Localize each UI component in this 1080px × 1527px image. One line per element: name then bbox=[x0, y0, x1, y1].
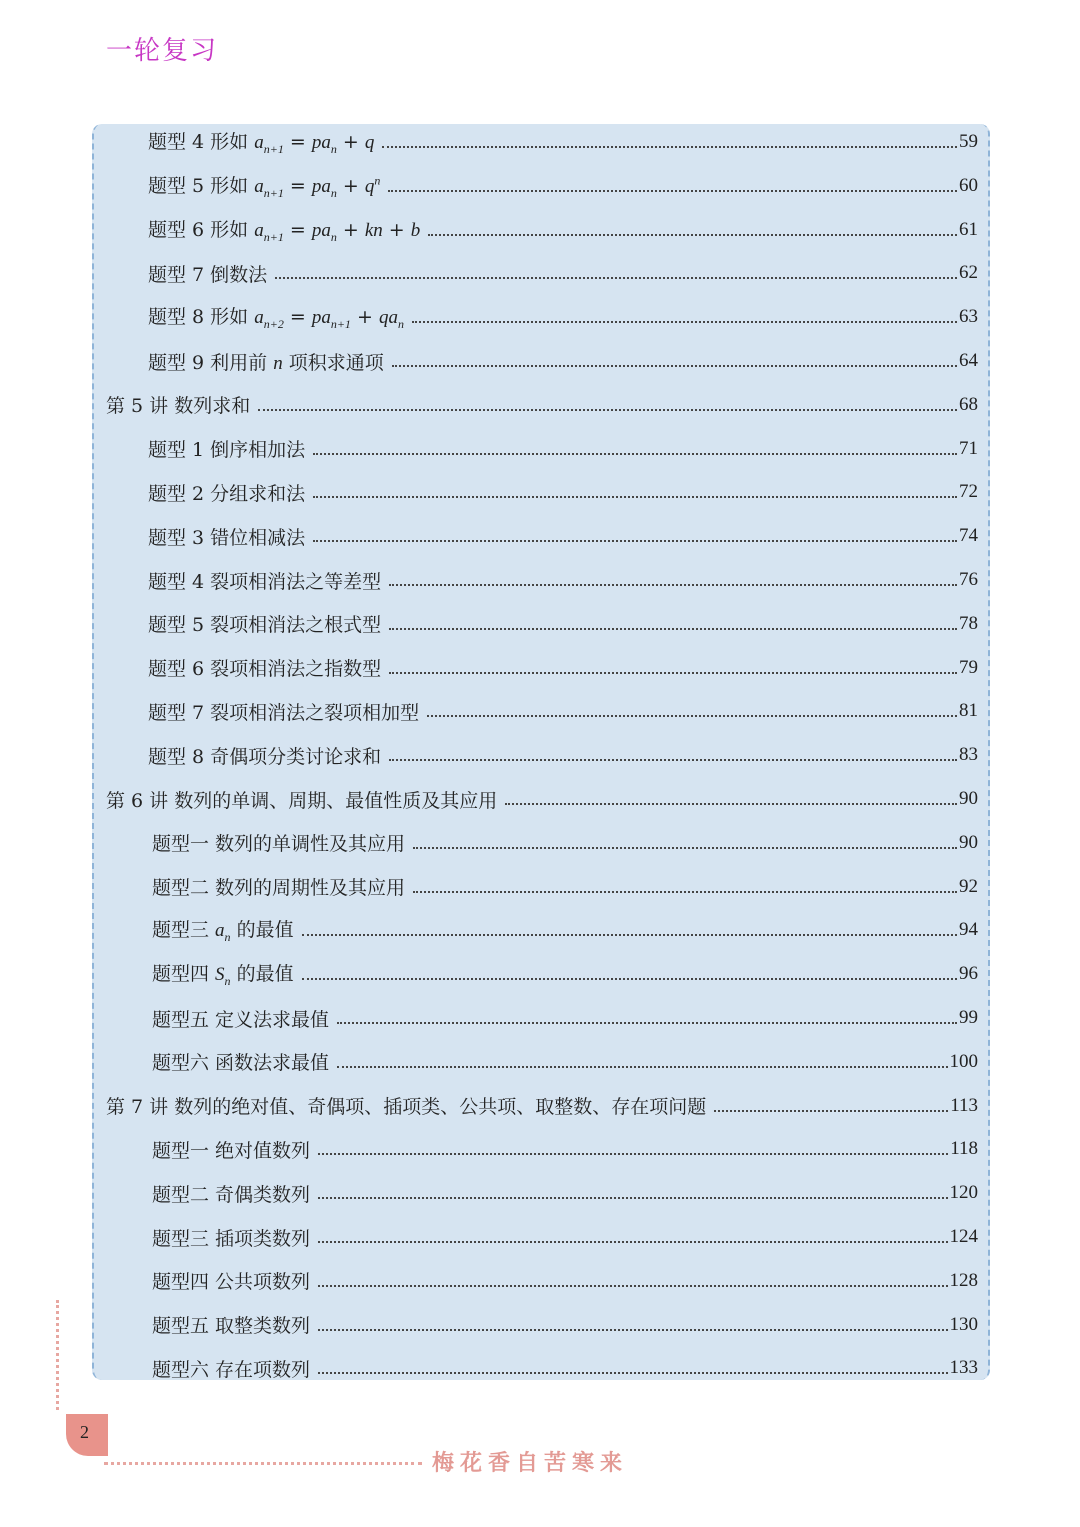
dot-leader bbox=[258, 409, 957, 411]
math-symbol bbox=[311, 175, 337, 200]
toc-page-number: 133 bbox=[949, 1357, 978, 1379]
toc-entry-title bbox=[152, 1005, 337, 1032]
math-symbol bbox=[365, 132, 375, 153]
toc-type-entry[interactable] bbox=[148, 518, 978, 554]
math-symbol bbox=[254, 132, 284, 156]
math-subscript: n bbox=[224, 974, 231, 989]
dot-leader bbox=[382, 146, 957, 148]
toc-title-text: 题型四 公共项数列 bbox=[152, 1271, 311, 1294]
math-subscript: n bbox=[330, 141, 337, 156]
toc-entry-title bbox=[152, 873, 413, 900]
dot-leader bbox=[318, 1285, 947, 1287]
toc-title-text: 题型 4 裂项相消法之等差型 bbox=[148, 570, 382, 593]
toc-title-text: 题型 6 裂项相消法之指数型 bbox=[148, 658, 382, 681]
toc-title-text: 题型 9 利用前 bbox=[148, 351, 274, 374]
toc-title-text: 的最值 bbox=[230, 963, 294, 986]
toc-title-text: 题型四 bbox=[152, 963, 216, 986]
toc-type-entry[interactable] bbox=[148, 124, 978, 160]
dot-leader bbox=[389, 628, 957, 630]
toc-lecture-entry[interactable] bbox=[106, 781, 978, 817]
toc-type-entry[interactable] bbox=[148, 562, 978, 598]
math-base: S bbox=[215, 964, 225, 986]
toc-title-text: = bbox=[283, 174, 312, 197]
math-base: kn bbox=[364, 219, 383, 241]
toc-page-number: 63 bbox=[959, 306, 978, 328]
toc-entry-title bbox=[148, 567, 389, 594]
toc-entry-title bbox=[148, 654, 389, 681]
math-symbol bbox=[311, 219, 337, 244]
dot-leader bbox=[318, 1329, 947, 1331]
toc-type-entry[interactable] bbox=[152, 1000, 978, 1036]
toc-entry-title bbox=[148, 523, 313, 550]
math-symbol bbox=[215, 964, 231, 989]
math-symbol bbox=[254, 307, 284, 332]
toc-entry-title bbox=[152, 959, 302, 989]
math-symbol bbox=[311, 307, 351, 332]
toc-entry-title bbox=[152, 829, 413, 856]
toc-type-entry[interactable] bbox=[148, 693, 978, 729]
footer-dotted-line bbox=[104, 1462, 422, 1465]
toc-entry-title bbox=[106, 786, 505, 813]
toc-type-entry[interactable] bbox=[148, 255, 978, 291]
toc-title-text: 第 5 讲 数列求和 bbox=[106, 395, 251, 418]
toc-lecture-entry[interactable] bbox=[106, 387, 978, 423]
toc-title-text: 题型 5 形如 bbox=[148, 174, 255, 197]
math-symbol bbox=[365, 220, 383, 241]
toc-page-number: 113 bbox=[950, 1094, 978, 1116]
toc-type-entry[interactable] bbox=[152, 825, 978, 861]
math-base: a bbox=[215, 920, 225, 942]
toc-entry-title bbox=[148, 479, 313, 506]
toc-title-text: 题型 2 分组求和法 bbox=[148, 482, 306, 505]
toc-entry-title bbox=[152, 1311, 318, 1338]
toc-title-text: 题型二 数列的周期性及其应用 bbox=[152, 877, 406, 900]
toc-page-number: 90 bbox=[959, 788, 978, 809]
dot-leader bbox=[389, 672, 957, 674]
toc-type-entry[interactable] bbox=[152, 1263, 978, 1299]
toc-entry-title bbox=[148, 610, 389, 637]
toc-title-text: 题型三 bbox=[152, 919, 216, 942]
toc-page-number: 128 bbox=[949, 1269, 978, 1291]
toc-page-number: 83 bbox=[959, 744, 978, 766]
toc-title-text: 题型 3 错位相减法 bbox=[148, 526, 306, 549]
toc-page-number: 94 bbox=[959, 919, 978, 941]
toc-title-text: = bbox=[283, 131, 312, 154]
dot-leader bbox=[412, 321, 957, 323]
toc-title-text: 题型一 数列的单调性及其应用 bbox=[152, 833, 406, 856]
toc-title-text: + bbox=[336, 131, 365, 154]
toc-type-entry[interactable] bbox=[148, 474, 978, 510]
toc-page-number: 76 bbox=[959, 569, 978, 590]
toc-title-text: 第 7 讲 数列的绝对值、奇偶项、插项类、公共项、取整数、存在项问题 bbox=[106, 1096, 707, 1119]
math-subscript: n bbox=[224, 930, 231, 945]
toc-entry-title bbox=[106, 1092, 714, 1119]
math-base: pa bbox=[311, 219, 331, 241]
toc-title-text: 第 6 讲 数列的单调、周期、最值性质及其应用 bbox=[106, 789, 498, 812]
dot-leader bbox=[428, 234, 957, 236]
math-base: a bbox=[254, 219, 264, 241]
toc-title-text: 题型 7 倒数法 bbox=[148, 263, 268, 286]
math-subscript: n+1 bbox=[263, 229, 284, 244]
toc-page-number: 60 bbox=[959, 174, 978, 196]
toc-type-entry[interactable] bbox=[152, 956, 978, 992]
toc-page-number: 100 bbox=[949, 1050, 978, 1072]
dot-leader bbox=[313, 496, 957, 498]
toc-title-text: 题型 4 形如 bbox=[148, 131, 255, 154]
corner-decoration bbox=[56, 1300, 71, 1410]
toc-type-entry[interactable] bbox=[152, 1219, 978, 1255]
toc-page-number: 124 bbox=[949, 1226, 978, 1247]
toc-title-text: + bbox=[382, 218, 411, 241]
toc-title-text: 题型 8 奇偶项分类讨论求和 bbox=[148, 745, 382, 768]
toc-title-text: + bbox=[350, 306, 379, 329]
math-superscript: n bbox=[374, 173, 381, 188]
toc-page-number: 130 bbox=[949, 1313, 978, 1335]
toc-title-text: 题型 7 裂项相消法之裂项相加型 bbox=[148, 701, 420, 724]
toc-page-number: 79 bbox=[959, 656, 978, 678]
toc-type-entry[interactable] bbox=[152, 1175, 978, 1211]
toc-entry-title bbox=[148, 302, 412, 332]
toc-title-text: 题型 6 形如 bbox=[148, 218, 255, 241]
math-base: a bbox=[254, 132, 264, 154]
math-symbol bbox=[254, 175, 284, 200]
toc-page-number: 99 bbox=[959, 1007, 978, 1028]
toc-type-entry[interactable] bbox=[148, 431, 978, 467]
toc-type-entry[interactable] bbox=[152, 1307, 978, 1343]
toc-page-number: 64 bbox=[959, 350, 978, 371]
dot-leader bbox=[302, 934, 957, 936]
math-symbol bbox=[378, 307, 404, 332]
toc-title-text: + bbox=[336, 174, 365, 197]
toc-entry-title bbox=[106, 391, 258, 418]
toc-page-number: 59 bbox=[959, 131, 978, 152]
footer-motto: 梅花香自苦寒来 bbox=[432, 1450, 629, 1476]
toc-page-number: 96 bbox=[959, 963, 978, 985]
dot-leader bbox=[413, 891, 957, 893]
toc-page-number: 118 bbox=[950, 1138, 978, 1160]
toc-title-text: + bbox=[336, 218, 365, 241]
toc-title-text: 题型六 函数法求最值 bbox=[152, 1052, 330, 1075]
toc-title-text: = bbox=[283, 306, 312, 329]
math-symbol bbox=[215, 920, 231, 945]
toc-type-entry[interactable] bbox=[148, 299, 978, 335]
math-subscript: n bbox=[330, 185, 337, 200]
dot-leader bbox=[313, 540, 957, 542]
toc-entry-title bbox=[148, 215, 428, 245]
toc-entry-title bbox=[152, 1355, 318, 1382]
toc-entry-title bbox=[148, 348, 392, 375]
toc-type-entry[interactable] bbox=[148, 343, 978, 379]
toc-title-text: 题型三 插项类数列 bbox=[152, 1227, 311, 1250]
math-base: qa bbox=[378, 307, 398, 329]
dot-leader bbox=[313, 453, 957, 455]
toc-type-entry[interactable] bbox=[148, 606, 978, 642]
math-symbol bbox=[311, 132, 337, 156]
toc-title-text: 题型 5 裂项相消法之根式型 bbox=[148, 614, 382, 637]
toc-page-number: 72 bbox=[959, 481, 978, 503]
dot-leader bbox=[505, 803, 957, 805]
math-subscript: n+2 bbox=[263, 317, 284, 332]
header-title: 一轮复习 bbox=[106, 36, 219, 66]
math-symbol bbox=[411, 220, 421, 241]
dot-leader bbox=[427, 715, 957, 717]
dot-leader bbox=[392, 365, 957, 367]
toc-page-number: 62 bbox=[959, 262, 978, 284]
math-symbol bbox=[254, 219, 284, 244]
dot-leader bbox=[302, 978, 957, 980]
dot-leader bbox=[337, 1022, 957, 1024]
toc-page-number: 78 bbox=[959, 612, 978, 634]
math-base: q bbox=[364, 132, 375, 154]
toc-title-text: 题型五 定义法求最值 bbox=[152, 1008, 330, 1031]
toc-type-entry[interactable] bbox=[148, 212, 978, 248]
toc-entry-title bbox=[152, 1180, 318, 1207]
dot-leader bbox=[275, 277, 957, 279]
toc-title-text: 题型 8 形如 bbox=[148, 306, 255, 329]
toc-type-entry[interactable] bbox=[148, 737, 978, 773]
dot-leader bbox=[413, 847, 957, 849]
dot-leader bbox=[318, 1372, 947, 1374]
dot-leader bbox=[714, 1110, 948, 1112]
toc-type-entry[interactable] bbox=[152, 869, 978, 905]
toc-title-text: 项积求通项 bbox=[282, 351, 384, 374]
toc-page-number: 74 bbox=[959, 525, 978, 547]
toc-title-text: 题型二 奇偶类数列 bbox=[152, 1183, 311, 1206]
math-subscript: n+1 bbox=[330, 317, 351, 332]
toc-title-text: 的最值 bbox=[230, 919, 294, 942]
toc-type-entry[interactable] bbox=[152, 1044, 978, 1080]
math-base: q bbox=[364, 175, 375, 197]
toc-entry-title bbox=[148, 171, 388, 201]
toc-entry-title bbox=[152, 915, 302, 945]
toc-entry-title bbox=[148, 698, 427, 725]
toc-title-text: 题型 1 倒序相加法 bbox=[148, 439, 306, 462]
toc-page-number: 90 bbox=[959, 831, 978, 853]
math-base: a bbox=[254, 175, 264, 197]
math-subscript: n bbox=[397, 317, 404, 332]
math-base: n bbox=[273, 352, 283, 374]
page-number: 2 bbox=[80, 1422, 89, 1442]
toc-page-number: 92 bbox=[959, 875, 978, 897]
toc-panel bbox=[92, 124, 990, 1380]
dot-leader bbox=[318, 1241, 947, 1243]
toc-page-number: 81 bbox=[959, 700, 978, 722]
toc-entry-title bbox=[152, 1048, 337, 1075]
math-base: a bbox=[254, 307, 264, 329]
math-subscript: n bbox=[330, 229, 337, 244]
toc-title-text: 题型一 绝对值数列 bbox=[152, 1139, 311, 1162]
math-symbol bbox=[273, 353, 283, 374]
dot-leader bbox=[318, 1197, 947, 1199]
dot-leader bbox=[337, 1066, 947, 1068]
math-base: pa bbox=[311, 307, 331, 329]
toc-page-number: 68 bbox=[959, 393, 978, 415]
toc-page-number: 61 bbox=[959, 218, 978, 240]
math-base: b bbox=[410, 219, 421, 241]
toc-type-entry[interactable] bbox=[152, 1131, 978, 1167]
toc-type-entry[interactable] bbox=[152, 912, 978, 948]
math-base: pa bbox=[311, 132, 331, 154]
toc-lecture-entry[interactable] bbox=[106, 1088, 978, 1124]
toc-entry-title bbox=[148, 260, 275, 287]
math-subscript: n+1 bbox=[263, 185, 284, 200]
toc-entry-title bbox=[152, 1136, 318, 1163]
toc-entry-title bbox=[152, 1267, 318, 1294]
toc-title-text: 题型五 取整类数列 bbox=[152, 1315, 311, 1338]
dot-leader bbox=[389, 584, 957, 586]
toc-entry-title bbox=[148, 435, 313, 462]
toc-title-text: 题型六 存在项数列 bbox=[152, 1358, 311, 1381]
dot-leader bbox=[389, 759, 957, 761]
toc-type-entry[interactable] bbox=[148, 168, 978, 204]
dot-leader bbox=[388, 190, 957, 192]
toc-type-entry[interactable] bbox=[148, 650, 978, 686]
dot-leader bbox=[318, 1153, 948, 1155]
math-symbol bbox=[364, 173, 381, 197]
toc-page-number: 120 bbox=[949, 1182, 978, 1204]
toc-entry-title bbox=[152, 1224, 318, 1251]
toc-title-text: = bbox=[283, 218, 312, 241]
toc-page-number: 71 bbox=[959, 437, 978, 459]
math-base: pa bbox=[311, 175, 331, 197]
math-subscript: n+1 bbox=[263, 141, 284, 156]
toc-entry-title bbox=[148, 127, 382, 157]
toc-entry-title bbox=[148, 742, 389, 769]
toc-type-entry[interactable] bbox=[152, 1350, 978, 1386]
